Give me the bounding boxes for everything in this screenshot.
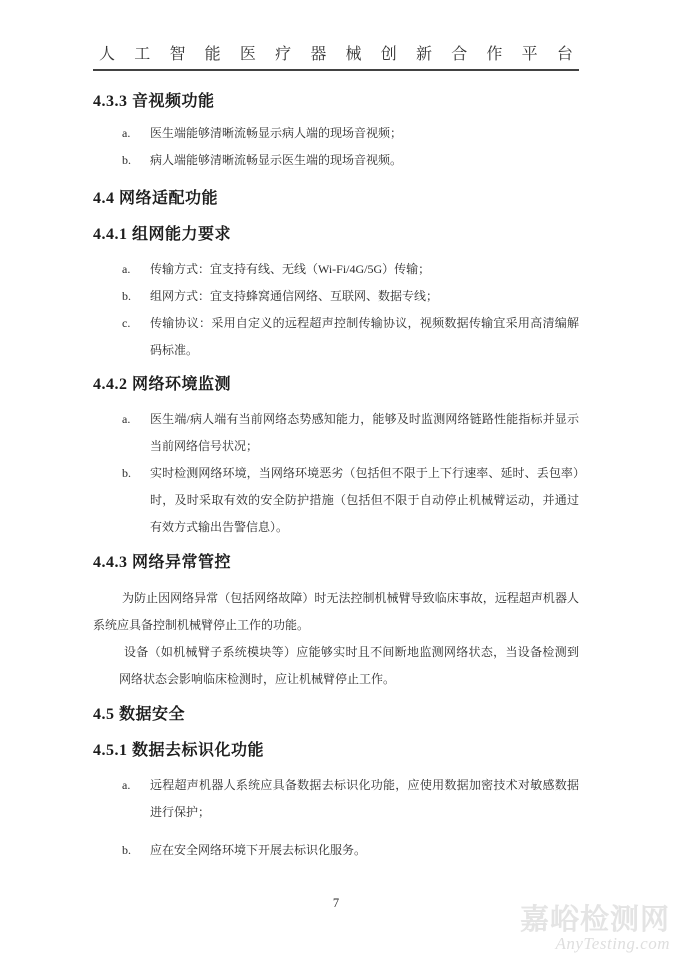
list-item-text: 远程超声机器人系统应具备数据去标识化功能，应使用数据加密技术对敏感数据进行保护； (150, 778, 579, 819)
list-item-text: 医生端/病人端有当前网络态势感知能力，能够及时监测网络链路性能指标并显示当前网络信号状况； (150, 412, 579, 453)
section-heading-4-4-1: 4.4.1 组网能力要求 (93, 226, 232, 243)
list-item-marker: a. (122, 262, 131, 276)
list-item (93, 256, 579, 283)
watermark-site-name: 嘉峪检测网 (519, 903, 670, 936)
section-heading-4-5-1: 4.5.1 数据去标识化功能 (93, 742, 265, 759)
document-content (93, 0, 579, 917)
list-item (93, 120, 579, 147)
list-item (93, 310, 579, 364)
list-item-marker: b. (122, 843, 131, 857)
list-item (93, 406, 579, 460)
section-heading-4-4-3: 4.4.3 网络异常管控 (93, 554, 232, 571)
paragraph: 设备（如机械臂子系统模块等）应能够实时且不间断地监测网络状态，当设备检测到网络状态会影响临床检测时，应让机械臂停止工作。 (119, 645, 579, 686)
list-item-marker: a. (122, 778, 131, 792)
list-item-text: 实时检测网络环境，当网络环境恶劣（包括但不限于上下行速率、延时、丢包率）时，及时采取有效的安全防护措施（包括但不限于自动停止机械臂运动，并通过有效方式输出告警信息）。 (150, 466, 579, 534)
section-heading-4-4: 4.4 网络适配功能 (93, 190, 219, 207)
list-item (93, 147, 579, 174)
paragraph: 为防止因网络异常（包括网络故障）时无法控制机械臂导致临床事故，远程超声机器人系统应具备控制机械臂停止工作的功能。 (93, 591, 579, 632)
list-item (93, 460, 579, 541)
watermark (520, 905, 670, 953)
page-header (93, 46, 579, 71)
list-item-text: 应在安全网络环境下开展去标识化服务。 (150, 843, 367, 857)
list-item-marker: a. (122, 126, 131, 140)
list-item-marker: b. (122, 466, 131, 480)
section-heading-4-5: 4.5 数据安全 (93, 706, 186, 723)
list-item-marker: a. (122, 412, 131, 426)
list-item-marker: c. (122, 316, 131, 330)
watermark-site-url: AnyTesting.com (555, 934, 670, 954)
page-number: 7 (332, 896, 340, 910)
section-heading-4-4-2: 4.4.2 网络环境监测 (93, 376, 232, 393)
list-item-text: 传输方式：宜支持有线、无线（Wi-Fi/4G/5G）传输； (150, 262, 431, 276)
list-item (93, 837, 579, 864)
list-item (93, 772, 579, 826)
list-item-marker: b. (122, 289, 131, 303)
list-item-text: 医生端能够清晰流畅显示病人端的现场音视频； (150, 126, 403, 140)
page-header-title: 人 工 智 能 医 疗 器 械 创 新 合 作 平 台 (99, 46, 573, 63)
list-item-text: 病人端能够清晰流畅显示医生端的现场音视频。 (150, 153, 403, 167)
list-item (93, 283, 579, 310)
list-item-text: 传输协议：采用自定义的远程超声控制传输协议，视频数据传输宜采用高清编解码标准。 (150, 316, 579, 357)
list-item-marker: b. (122, 153, 131, 167)
section-heading-4-3-3: 4.3.3 音视频功能 (93, 93, 215, 110)
list-item-text: 组网方式：宜支持蜂窝通信网络、互联网、数据专线； (150, 289, 439, 303)
